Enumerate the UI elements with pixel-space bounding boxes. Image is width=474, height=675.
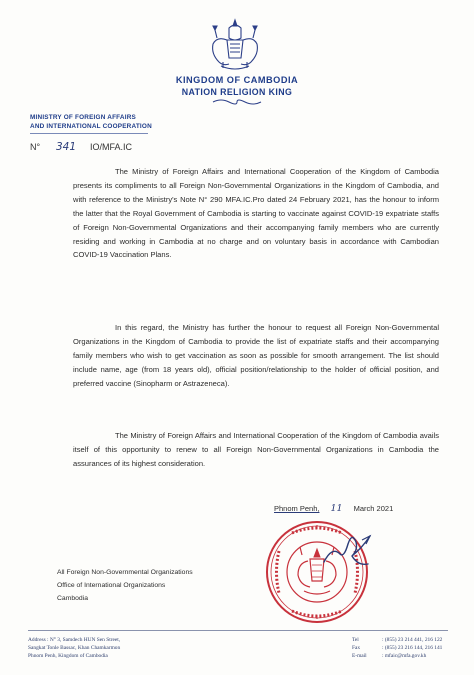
fax-label: Fax <box>352 645 361 651</box>
dateline-day: 11 <box>330 503 343 514</box>
email-value: : mfaic@mfa.gov.kh <box>382 653 427 659</box>
addressee-line-2: Office of International Organizations <box>57 581 166 589</box>
footer-email <box>352 652 442 660</box>
signature-icon <box>318 526 376 572</box>
tel-value: : (855) 23 214 441, 216 122 <box>382 637 443 643</box>
addressee-line-1: All Foreign Non-Governmental Organizations <box>57 569 193 576</box>
reference-line <box>30 141 132 153</box>
footer-fax <box>352 644 442 652</box>
footer-address <box>28 636 120 660</box>
dateline-city: Phnom Penh, <box>274 504 320 513</box>
tel-label: Tel <box>352 637 359 643</box>
body-paragraph-3 <box>73 429 439 471</box>
email-label: E-mail <box>352 653 367 659</box>
addressee-line-3: Cambodia <box>57 594 88 602</box>
national-motto: NATION RELIGION KING <box>181 87 293 97</box>
royal-emblem-icon <box>203 18 267 72</box>
dateline <box>274 503 393 514</box>
ministry-underline <box>30 133 148 134</box>
reference-code: IO/MFA.IC <box>90 142 133 152</box>
reference-number-label: N° <box>30 142 41 152</box>
ornament-divider-icon <box>211 98 263 106</box>
dateline-month-year: March 2021 <box>353 504 394 513</box>
body-paragraph-2 <box>73 321 439 391</box>
kingdom-title: KINGDOM OF CAMBODIA <box>175 75 299 85</box>
footer-address-line-2: Sangkat Tonle Bassac, Khan Chamkarmon <box>28 645 121 651</box>
footer-contact <box>352 636 442 660</box>
body-paragraph-1 <box>73 165 439 262</box>
footer-divider <box>28 630 448 631</box>
paragraph-2-text: In this regard, the Ministry has further the honour to request all Foreign Non-Governmental Organizations in the Kingdom of Cambodia to provide the list of expatriate staffs and their accompanying family members who wish to get vaccination as soon as possible for smooth arrangement. The list should include name, age (from 18 years old), official position/relationship to the holder of official position, and preferred vaccine (Sinopharm or Astrazeneca). <box>73 323 439 388</box>
reference-number: 341 <box>56 141 77 153</box>
ministry-name <box>30 113 152 131</box>
addressee-block <box>57 567 193 605</box>
ministry-line-2: AND INTERNATIONAL COOPERATION <box>30 123 152 130</box>
footer-tel <box>352 636 442 644</box>
paragraph-3-text: The Ministry of Foreign Affairs and International Cooperation of the Kingdom of Cambodia avails itself of this opportunity to renew to all Foreign Non-Governmental Organizations in Cambodia the assurances of its highest consideration. <box>73 431 439 468</box>
ministry-line-1: MINISTRY OF FOREIGN AFFAIRS <box>30 114 136 121</box>
fax-value: : (855) 23 216 144, 216 141 <box>382 645 443 651</box>
footer-address-line-3: Phnom Penh, Kingdom of Cambodia <box>28 653 108 659</box>
paragraph-1-text: The Ministry of Foreign Affairs and International Cooperation of the Kingdom of Cambodia presents its compliments to all Foreign Non-Governmental Organizations in the Kingdom of Cambodia, and with reference to the Ministry's Note N° 290 MFA.IC.Pro dated 24 February 2021, has the honour to inform the latter that the Royal Government of Cambodia is starting to vaccinate against COVID-19 expatriate staffs of Foreign Non-Governmental Organizations and their accompanying family members who are currently residing and working in Cambodia at no charge and on voluntary basis in accordance with Cambodian COVID-19 Vaccination Plans. <box>73 167 439 260</box>
footer-address-line-1: Address : N° 3, Samdech HUN Sen Street, <box>28 637 121 643</box>
